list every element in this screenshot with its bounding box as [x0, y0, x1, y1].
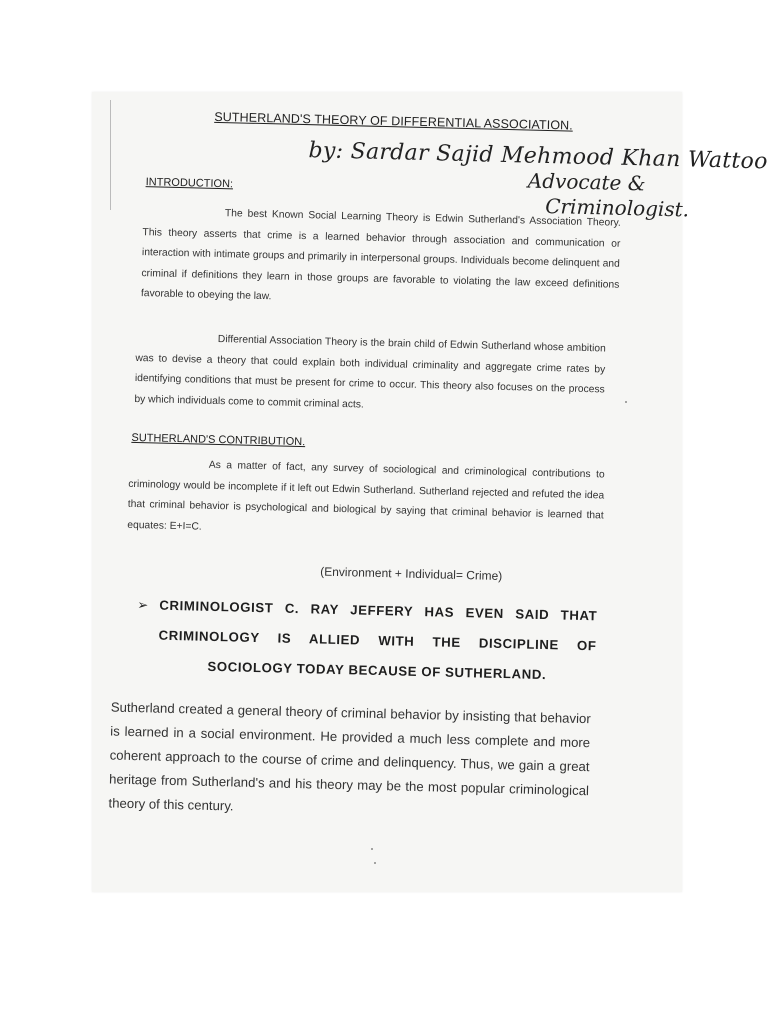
jeffery-quote	[136, 590, 598, 691]
differential-association-paragraph: Differential Association Theory is the brain child of Edwin Sutherland whose ambition was to devise a theory that could explain both individual criminality and aggregate crime rates by identifying conditions that must be present for crime to occur. This theory also focuses on the process by which individuals come to commit criminal acts.	[134, 333, 606, 411]
arrow-bullet-icon: ➢	[137, 597, 150, 613]
scan-speck	[374, 862, 376, 864]
scan-speck	[371, 848, 373, 850]
scan-speck	[625, 401, 627, 403]
formula-text: (Environment + Individual= Crime)	[320, 564, 503, 584]
handwritten-author: by: Sardar Sajid Mehmood Khan Wattoo	[308, 138, 768, 175]
conclusion-paragraph: Sutherland created a general theory of criminal behavior by insisting that behavior is learned in a social environment. He provided a much less complete and more coherent approach to the course of crime and delinquency. Thus, we gain a great heritage from Sutherland's and his theory may be the most popular criminological theory of this century.	[108, 699, 591, 814]
quote-text: CRIMINOLOGIST C. RAY JEFFERY HAS EVEN SAID THAT CRIMINOLOGY IS ALLIED WITH THE DISCIPLINE OF SOCIOLOGY TODAY BECAUSE OF SUTHERLAND.	[158, 597, 598, 683]
document-title: SUTHERLAND'S THEORY OF DIFFERENTIAL ASSOCIATION.	[214, 109, 574, 133]
introduction-heading: INTRODUCTION:	[145, 176, 234, 191]
handwritten-role-criminologist: Criminologist.	[544, 193, 690, 222]
handwritten-role-advocate: Advocate &	[527, 168, 646, 196]
introduction-paragraph: The best Known Social Learning Theory is Edwin Sutherland's Association Theory. This theory asserts that crime is a learned behavior through association and communication or interaction with intimate groups and primarily in interpersonal groups. Individuals become delinquent and criminal if definitions they learn in those groups are favorable to violating the law exceed definitions favorable to obeying the law.	[140, 208, 621, 303]
contribution-heading: SUTHERLAND'S CONTRIBUTION.	[131, 431, 306, 449]
contribution-paragraph: As a matter of fact, any survey of sociological and criminological contributions to criminology would be incomplete if it left out Edwin Sutherland. Sutherland rejected and refuted the idea that criminal behavior is psychological and biological by saying that criminal behavior is learned that equates: E+I=C.	[127, 459, 605, 533]
